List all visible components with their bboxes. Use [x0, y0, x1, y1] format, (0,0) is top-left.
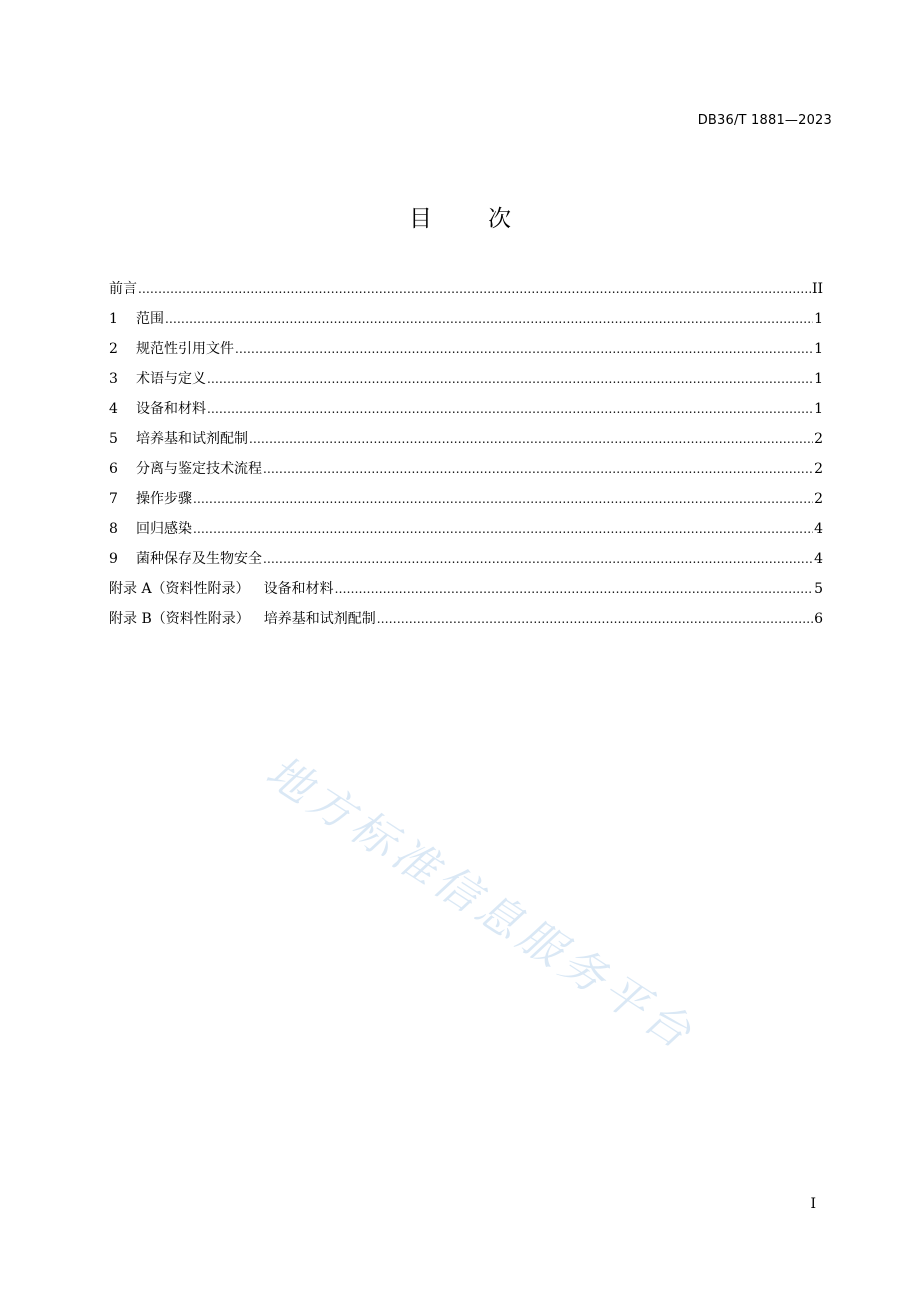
toc-leader-dots	[165, 312, 813, 326]
toc-leader-dots	[207, 402, 813, 416]
toc-entry-page: 2	[814, 491, 823, 507]
toc-leader-dots	[193, 492, 813, 506]
toc-entry-8[interactable]	[109, 518, 823, 548]
toc-entry-page: 4	[814, 521, 823, 537]
toc-entry-page: 5	[814, 581, 823, 597]
toc-entry-text: 设备和材料	[136, 401, 206, 417]
toc-title	[0, 200, 920, 233]
toc-appendix-label: 附录 B（资料性附录）	[109, 611, 250, 627]
toc-entry-page: 1	[814, 401, 823, 417]
watermark: 地方标准信息服务平台	[256, 746, 705, 1062]
toc-entry-number: 5	[109, 431, 118, 447]
toc-entry-number: 2	[109, 341, 118, 357]
toc-entry-4[interactable]	[109, 398, 823, 428]
toc-entry-text: 分离与鉴定技术流程	[136, 461, 262, 477]
toc-entry-number: 8	[109, 521, 118, 537]
toc-entry-appendix-b[interactable]	[109, 608, 823, 638]
toc-entry-page: 2	[814, 461, 823, 477]
toc-entry-text: 术语与定义	[136, 371, 206, 387]
toc-title-char-2: 次	[488, 206, 511, 232]
toc-entry-text: 设备和材料	[263, 581, 334, 597]
toc-entry-page: 6	[814, 611, 823, 627]
toc-entry-foreword[interactable]	[109, 278, 823, 308]
toc-entry-6[interactable]	[109, 458, 823, 488]
toc-entry-number: 9	[109, 551, 118, 567]
toc-entry-text: 菌种保存及生物安全	[136, 551, 262, 567]
toc-entry-page: 1	[814, 341, 823, 357]
toc-leader-dots	[263, 552, 813, 566]
toc-entry-5[interactable]	[109, 428, 823, 458]
toc-entry-7[interactable]	[109, 488, 823, 518]
toc-entry-9[interactable]	[109, 548, 823, 578]
toc-entry-page: 2	[814, 431, 823, 447]
toc-entry-number: 4	[109, 401, 118, 417]
toc-leader-dots	[377, 612, 813, 626]
toc-entry-appendix-a[interactable]	[109, 578, 823, 608]
toc-entry-text: 培养基和试剂配制	[263, 611, 376, 627]
toc-leader-dots	[249, 432, 813, 446]
toc-title-char-1: 目	[409, 206, 432, 232]
toc-entry-text: 范围	[136, 311, 164, 327]
toc-leader-dots	[138, 282, 811, 296]
toc-entry-text: 操作步骤	[136, 491, 192, 507]
toc-entry-page: 1	[814, 311, 823, 327]
toc-entry-text: 前言	[109, 281, 137, 297]
toc-leader-dots	[207, 372, 813, 386]
toc-entry-page: II	[811, 281, 823, 297]
toc-leader-dots	[335, 582, 814, 596]
toc-entry-number: 6	[109, 461, 118, 477]
toc-entry-number: 1	[109, 311, 118, 327]
toc-leader-dots	[235, 342, 813, 356]
toc-leader-dots	[263, 462, 813, 476]
toc-entry-text: 培养基和试剂配制	[136, 431, 248, 447]
toc-list	[109, 278, 823, 638]
page-number: I	[810, 1196, 816, 1212]
toc-entry-page: 1	[814, 371, 823, 387]
standard-code: DB36/T 1881—2023	[697, 113, 832, 128]
toc-entry-page: 4	[814, 551, 823, 567]
toc-entry-text: 规范性引用文件	[136, 341, 234, 357]
toc-entry-2[interactable]	[109, 338, 823, 368]
toc-leader-dots	[193, 522, 813, 536]
toc-entry-number: 7	[109, 491, 118, 507]
toc-entry-1[interactable]	[109, 308, 823, 338]
toc-entry-3[interactable]	[109, 368, 823, 398]
toc-entry-number: 3	[109, 371, 118, 387]
toc-appendix-label: 附录 A（资料性附录）	[109, 581, 250, 597]
toc-entry-text: 回归感染	[136, 521, 192, 537]
